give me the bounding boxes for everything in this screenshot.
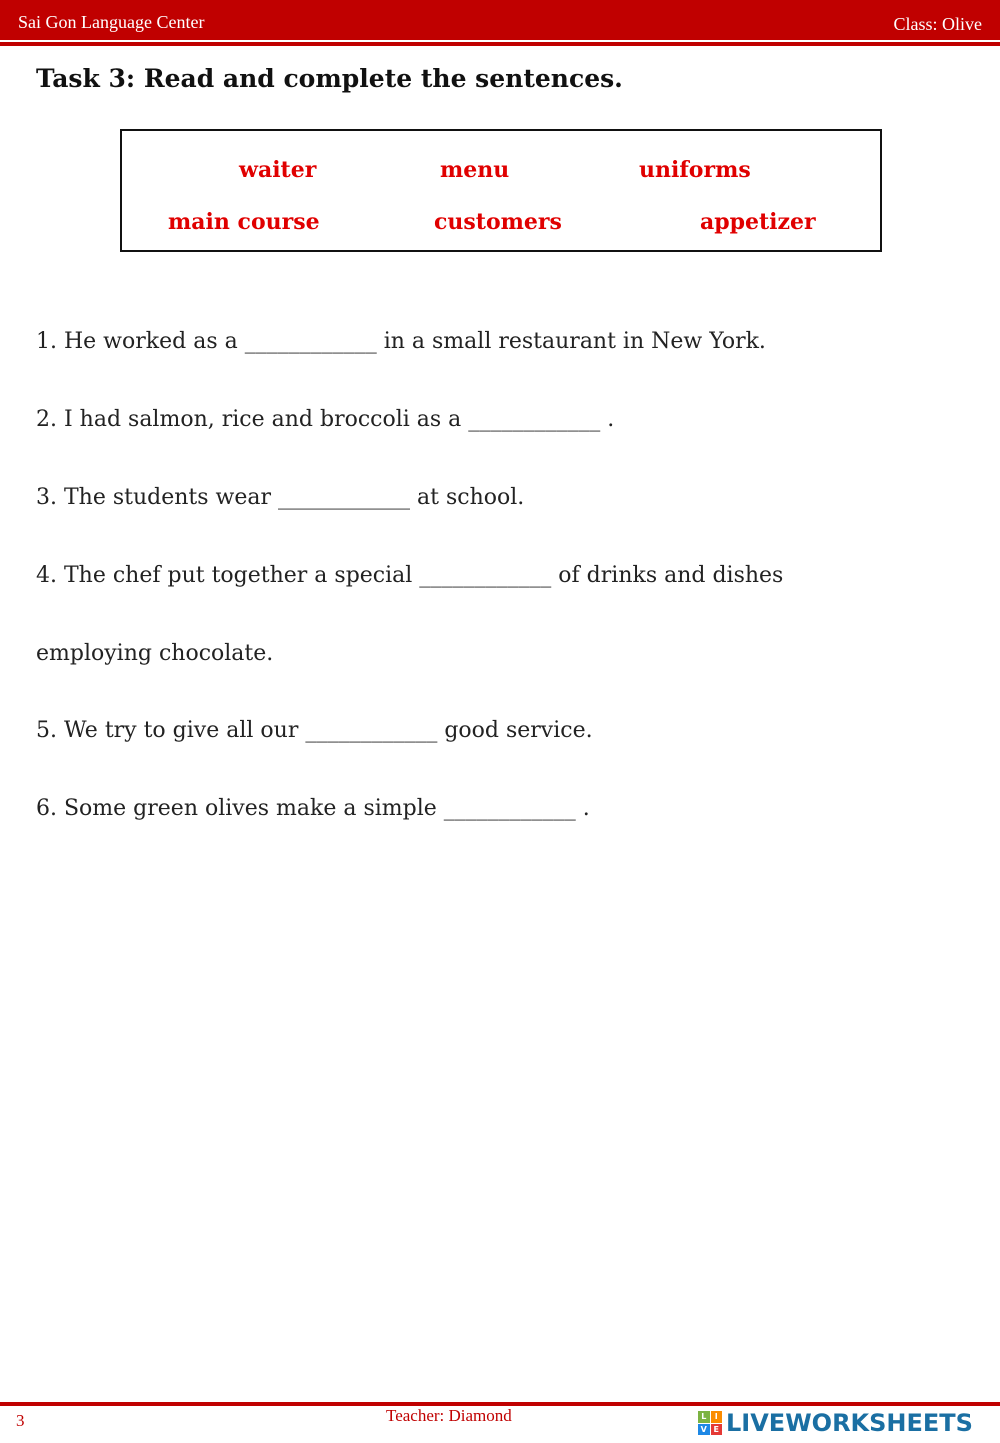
teacher-name: Teacher: Diamond (386, 1406, 512, 1425)
sentence-5: 5. We try to give all our ____________ good service. (36, 718, 593, 743)
liveworksheets-brand[interactable] (698, 1408, 973, 1438)
sentence-4-continued: employing chocolate. (36, 641, 274, 666)
word-bank-item: main course (168, 209, 320, 235)
header-divider (0, 42, 1000, 46)
liveworksheets-logo-icon (698, 1411, 722, 1435)
task-title: Task 3: Read and complete the sentences. (36, 64, 623, 93)
logo-letter: E (711, 1424, 723, 1436)
logo-letter: L (698, 1411, 710, 1423)
school-name: Sai Gon Language Center (18, 12, 205, 32)
page-number: 3 (16, 1411, 25, 1430)
sentence-2: 2. I had salmon, rice and broccoli as a ____________ . (36, 407, 615, 432)
word-bank-item: menu (440, 157, 510, 183)
brand-text: LIVEWORKSHEETS (726, 1409, 973, 1437)
sentence-4: 4. The chef put together a special ____________ of drinks and dishes (36, 563, 784, 588)
word-bank (120, 129, 882, 252)
logo-letter: V (698, 1424, 710, 1436)
word-bank-item: uniforms (639, 157, 751, 183)
word-bank-item: customers (434, 209, 562, 235)
word-bank-item: waiter (239, 157, 317, 183)
word-bank-item: appetizer (700, 209, 816, 235)
sentence-3: 3. The students wear ____________ at school. (36, 485, 525, 510)
class-label: Class: Olive (893, 14, 982, 34)
sentence-6: 6. Some green olives make a simple ____________ . (36, 796, 590, 821)
sentence-1: 1. He worked as a ____________ in a small restaurant in New York. (36, 329, 766, 354)
logo-letter: I (711, 1411, 723, 1423)
